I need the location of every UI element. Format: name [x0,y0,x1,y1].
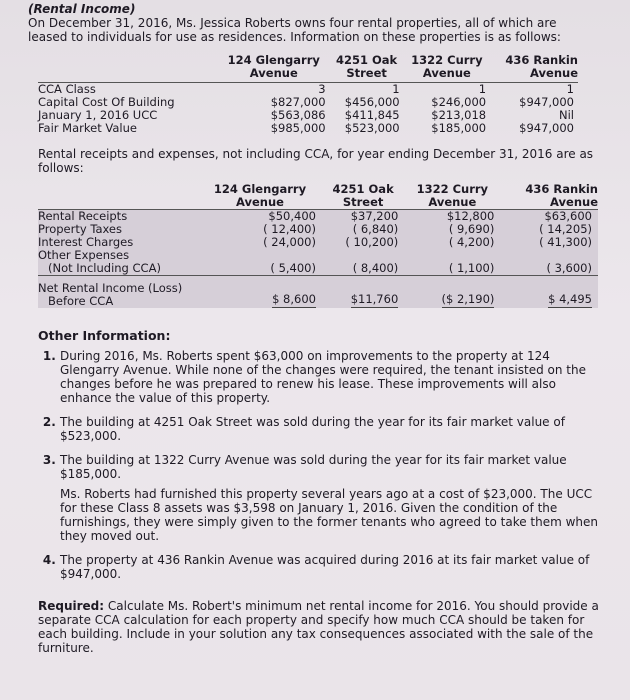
required-text: Calculate Ms. Robert's minimum net rental income for 2016. You should provide a separate CCA calculation for each property and specify how much CCA should be taken for each building. Include in your solution any tax consequences associated with the sale of the furniture. [38,599,599,655]
table-row [38,210,598,224]
table-cell: $411,845 [344,108,400,122]
list-item: 3. The building at 1322 Curry Avenue was sold during the year for its fair market value $185,000. [60,453,610,481]
required-paragraph [38,599,613,655]
table-cell: 1 [566,82,574,96]
table-cell: 3 [318,82,326,96]
table-cell: ( 8,400) [322,262,404,276]
table-cell: $947,000 [519,95,574,109]
table-row [38,122,578,135]
rental-income-table [38,183,598,308]
table-header-row [38,183,598,210]
column-header: 436 Rankin Avenue [505,53,578,80]
column-header: 124 Glengarry Avenue [213,182,307,209]
table-cell: $246,000 [431,95,487,109]
intro-paragraph: On December 31, 2016, Ms. Jessica Roberts owns four rental properties, all of which are leased to individuals for use as residences. Information on these properties is as follows: [28,16,561,44]
table-cell: $213,018 [431,108,487,122]
row-label: CCA Class [38,82,96,96]
row-label: Capital Cost Of Building [38,95,175,109]
row-label: Rental Receipts [38,210,198,224]
column-header: 436 Rankin Avenue [525,182,598,209]
table-cell: ( 24,000) [198,236,322,249]
list-item: 2. The building at 4251 Oak Street was sold during the year for its fair market value of $523,000. [60,415,610,443]
table-cell: $12,800 [404,210,500,224]
column-header: 1322 Curry Avenue [416,182,489,209]
furniture-paragraph: Ms. Roberts had furnished this property several years ago at a cost of $23,000. The UCC for these Class 8 assets was $3,598 on January 1, 2016. Given the condition of the furnishings, they were simply given to the former tenants who agreed to take them when they moved out. [60,487,599,543]
table-cell: ( 6,840) [322,223,404,236]
table-cell: ( 41,300) [500,236,598,249]
other-info-list [30,349,610,481]
table-cell: $456,000 [344,95,400,109]
table-cell: ( 5,400) [198,262,322,276]
row-label: Other Expenses [38,249,198,262]
table-cell: $ 4,495 [548,292,592,306]
table-cell: ($ 2,190) [441,292,495,306]
table-cell: ( 4,200) [404,236,500,249]
table-cell: $827,000 [270,95,326,109]
table-cell: $947,000 [519,121,574,135]
list-item: 4. The property at 436 Rankin Avenue was acquired during 2016 at its fair market value of $947,000. [60,553,610,581]
row-label: Property Taxes [38,223,198,236]
table-cell: $11,760 [350,292,399,306]
row-label: Interest Charges [38,236,198,249]
table-row [38,83,578,97]
property-info-table [38,54,578,135]
table-cell: ( 3,600) [500,262,598,276]
table-cell: 1 [392,82,400,96]
column-header: 124 Glengarry Avenue [227,53,320,80]
table-cell: ( 10,200) [322,236,404,249]
table-cell: $50,400 [198,210,322,224]
row-label: Net Rental Income (Loss) Before CCA [38,276,198,309]
column-header: 1322 Curry Avenue [411,53,483,80]
table-cell: $985,000 [270,121,326,135]
table-cell: ( 9,690) [404,223,500,236]
list-item: 1. During 2016, Ms. Roberts spent $63,000 on improvements to the property at 124 Glengarry Avenue. While none of the changes were required, the tenant insisted on the changes before he was prepared to renew his lease. These improvements will also enhance the value of this property. [60,349,610,405]
table-cell: Nil [559,108,574,122]
table-header-row [38,54,578,80]
table-cell: 1 [478,82,487,96]
column-header: 4251 Oak Street [332,182,394,209]
other-info-title: Other Information: [38,328,171,343]
other-info-list-continued [30,553,610,581]
table-cell: $ 8,600 [272,292,316,306]
row-label: (Not Including CCA) [38,262,198,276]
table-cell: $523,000 [344,121,400,135]
table-cell: $63,600 [500,210,598,224]
table-cell: $185,000 [431,121,487,135]
table-row [38,262,598,276]
row-label: Fair Market Value [38,121,137,135]
problem-heading: (Rental Income) [28,2,136,16]
total-row [38,276,598,309]
table-cell: ( 1,100) [404,262,500,276]
table-cell: ( 12,400) [198,223,322,236]
required-label: Required: [38,599,105,613]
table-cell: ( 14,205) [500,223,598,236]
table-cell: $37,200 [322,210,404,224]
row-label: January 1, 2016 UCC [38,108,158,122]
column-header: 4251 Oak Street [336,53,398,80]
table-cell: $563,086 [270,108,326,122]
rental-note: Rental receipts and expenses, not including CCA, for year ending December 31, 2016 are as follows: [38,147,594,175]
